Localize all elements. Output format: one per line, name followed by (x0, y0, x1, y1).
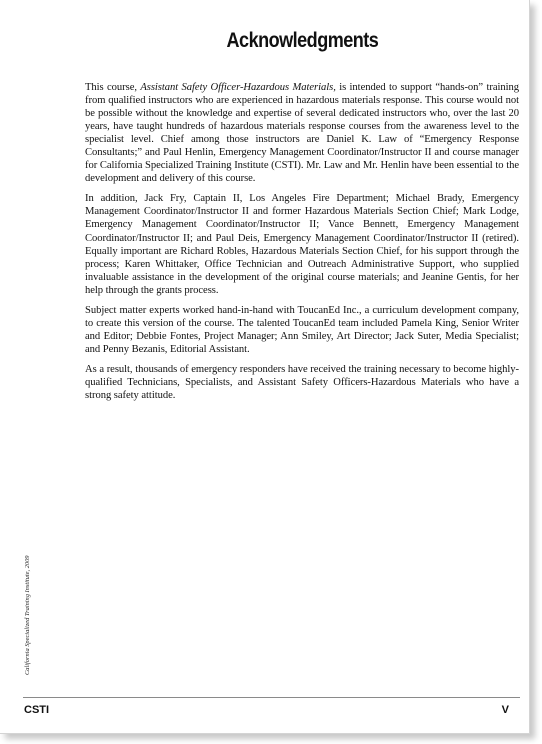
paragraph-intro-lead: This course, (85, 82, 141, 93)
footer-publisher: CSTI (24, 704, 50, 716)
paragraph-intro-rest: is intended to support “hands-on” training from qualified instructors who are experienced in hazardous materials response. This course would not be possible without the knowledge and expertise of several dedicated instructors who, over the last 20 years, have taught hundreds of hazardous materials response courses from the awareness level to the specialist level. Chief among those instructors are Daniel K. Law of “Emergency Response Consultants;” and Paul Henlin, Emergency Management Coordinator/Instructor II and course manager for California Specialized Training Institute (CSTI). Mr. Law and Mr. Henlin have been essential to the development and delivery of this course. (85, 82, 519, 185)
page-title: Acknowledgments (226, 29, 379, 52)
sidebar-credit: California Specialized Training Institute, 2009 (24, 555, 31, 675)
paragraph-result: As a result, thousands of emergency responders have received the training necessary to become highly-qualified Technicians, Specialists, and Assistant Safety Officers-Hazardous Materials who have a strong safety attitude. (85, 363, 519, 402)
page-number: V (501, 704, 509, 716)
body-text (85, 81, 519, 409)
paragraph-toucaned-team: Subject matter experts worked hand-in-hand with ToucanEd Inc., a curriculum development company, to create this version of the course. The talented ToucanEd team included Pamela King, Senior Writer and Editor; Debbie Fontes, Project Manager; Ann Smiley, Art Director; Jack Suter, Media Specialist; and Penny Bezanis, Editorial Assistant. (85, 304, 519, 355)
course-name: Assistant Safety Officer-Hazardous Materials, (140, 82, 336, 93)
paragraph-course-intro (85, 81, 519, 185)
paragraph-contributors: In addition, Jack Fry, Captain II, Los Angeles Fire Department; Michael Brady, Emergency Management Coordinator/Instructor II and former Hazardous Materials Section Chief; Mark Lodge, Emergency Management Coordinator/Instructor II; Vance Bennett, Emergency Management Coordinator/Instructor II; and Paul Deis, Emergency Management Coordinator/Instructor II (retired). Equally important are Richard Robles, Hazardous Materials Section Chief, for his support through the process; Karen Whittaker, Office Technician and Outreach Administrative Support, who supplied invaluable assistance in the development of the original course materials; and Jeanine Gentis, for her help through the grants process. (85, 193, 519, 296)
footer-rule (23, 697, 520, 698)
